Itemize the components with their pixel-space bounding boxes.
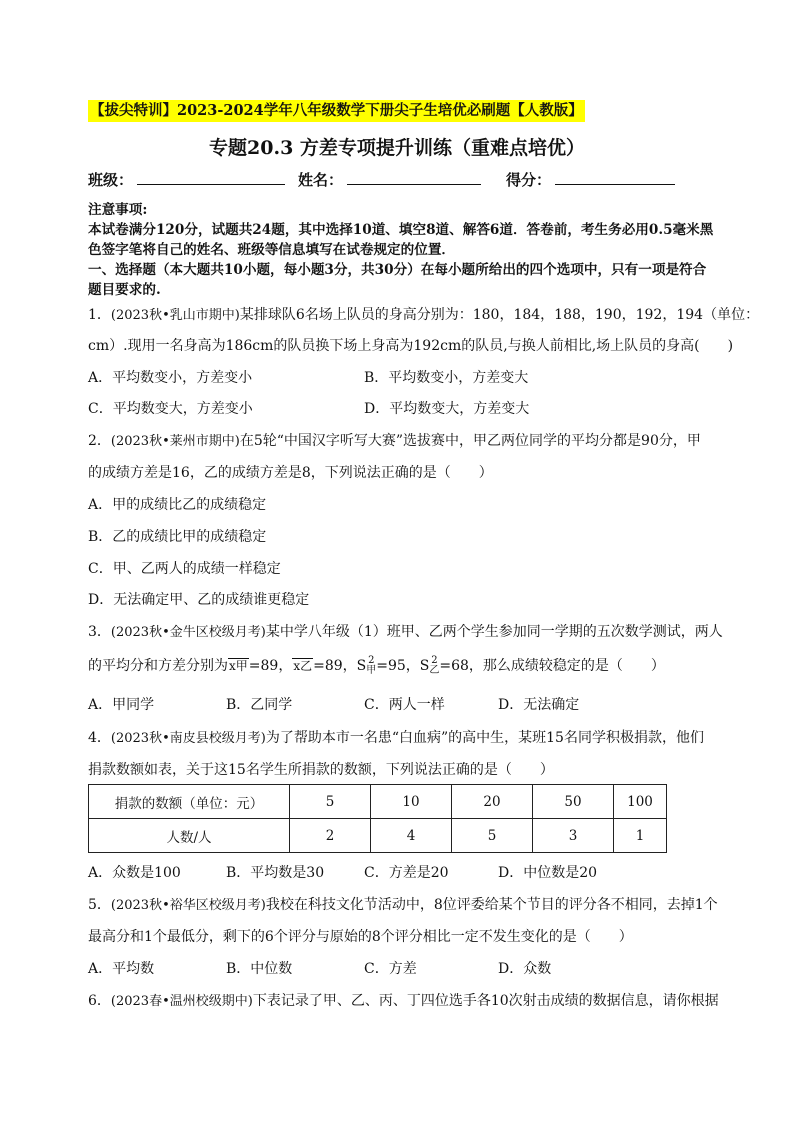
option-b[interactable]: B．平均数变小，方差变大 <box>364 370 529 386</box>
question-text: 的平均分和方差分别为 <box>88 658 228 674</box>
table-cell: 50 <box>533 785 614 819</box>
section-heading: 题目要求的. <box>88 282 161 298</box>
notice-line: 本试卷满分120分，试题共24题，其中选择10道、填空8道、解答6道．答卷前，考生务必用0.5毫米黑 <box>88 222 714 238</box>
section-heading: 一、选择题（本大题共10小题，每小题3分，共30分）在每小题所给出的四个选项中，只有一项是符合 <box>88 262 707 278</box>
option-b[interactable]: B．乙同学 <box>226 697 293 713</box>
table-cell: 1 <box>614 819 667 853</box>
table-cell: 20 <box>452 785 533 819</box>
superscript: 2 <box>368 655 375 666</box>
question-text: 某中学八年级（1）班甲、乙两个学生参加同一学期的五次数学测试，两人 <box>265 624 723 640</box>
donation-table <box>88 784 667 853</box>
table-row <box>89 785 667 819</box>
question-2 <box>88 430 701 450</box>
question-text: 下表记录了甲、乙、丙、丁四位选手各10次射击成绩的数据信息，请你根据 <box>252 993 719 1009</box>
table-cell: 3 <box>533 819 614 853</box>
table-cell: 100 <box>614 785 667 819</box>
value-text: =89， <box>313 658 357 674</box>
question-text: cm）.现用一名身高为186cm的队员换下场上身高为192cm的队员,与换人前相比,场上队员的身高( ) <box>88 338 734 354</box>
option-d[interactable]: D．无法确定甲、乙的成绩谁更稳定 <box>88 592 310 608</box>
option-c[interactable]: C．甲、乙两人的成绩一样稳定 <box>88 561 281 577</box>
question-1 <box>88 304 759 324</box>
superscript: 2 <box>431 655 438 666</box>
option-a[interactable]: A．众数是100 <box>88 865 181 881</box>
question-number: 3． <box>88 624 111 640</box>
option-d[interactable]: D．众数 <box>498 961 552 977</box>
option-b[interactable]: B．乙的成绩比甲的成绩稳定 <box>88 529 267 545</box>
class-field <box>88 168 285 190</box>
table-cell: 5 <box>452 819 533 853</box>
question-3 <box>88 621 723 641</box>
student-info-fields <box>88 168 708 192</box>
options-row <box>88 398 708 420</box>
option-a[interactable]: A．平均数变小，方差变小 <box>88 370 253 386</box>
option-a[interactable]: A．甲的成绩比乙的成绩稳定 <box>88 497 267 513</box>
question-text: 为了帮助本市一名患“白血病”的高中生，某班15名同学积极捐款，他们 <box>265 730 704 746</box>
table-cell: 5 <box>290 785 371 819</box>
notice-line: 色签字笔将自己的姓名、班级等信息填写在试卷规定的位置． <box>88 242 456 258</box>
question-6 <box>88 990 719 1010</box>
variance-yi <box>419 655 440 676</box>
question-number: 4． <box>88 730 111 746</box>
option-c[interactable]: C．方差是20 <box>364 865 449 881</box>
question-text <box>88 655 665 676</box>
table-row <box>89 819 667 853</box>
question-source: (2023秋•乳山市期中) <box>110 308 240 323</box>
option-d[interactable]: D．平均数变大，方差变大 <box>364 401 530 417</box>
value-text: =95， <box>376 658 420 674</box>
score-label: 得分： <box>506 171 552 189</box>
subscript: 甲 <box>366 665 377 676</box>
mean-jia: x甲 <box>229 659 248 673</box>
option-c[interactable]: C．方差 <box>364 961 417 977</box>
variance-jia <box>356 655 377 676</box>
header-banner: 【拔尖特训】2023-2024学年八年级数学下册尖子生培优必刷题【人教版】 <box>88 100 585 122</box>
table-cell: 2 <box>290 819 371 853</box>
option-a[interactable]: A．平均数 <box>88 961 155 977</box>
question-4 <box>88 727 704 747</box>
value-text: =68，那么成绩较稳定的是（ ） <box>439 658 665 674</box>
question-source: (2023秋•裕华区校级月考) <box>110 898 266 913</box>
question-text: 某排球队6名场上队员的身高分别为：180，184，188，190，192，194（单位： <box>239 307 760 323</box>
name-label: 姓名： <box>298 171 344 189</box>
variance-symbol: S <box>419 658 430 674</box>
question-number: 1． <box>88 307 111 323</box>
table-cell: 4 <box>371 819 452 853</box>
question-source: (2023秋•莱州市期中) <box>110 434 240 449</box>
score-blank[interactable] <box>555 168 675 185</box>
variance-symbol: S <box>356 658 367 674</box>
question-text: 的成绩方差是16，乙的成绩方差是8，下列说法正确的是（ ） <box>88 465 493 481</box>
option-b[interactable]: B．中位数 <box>226 961 293 977</box>
question-source: (2023秋•南皮县校级月考) <box>110 731 266 746</box>
option-b[interactable]: B．平均数是30 <box>226 865 325 881</box>
question-source: (2023秋•金牛区校级月考) <box>110 625 266 640</box>
options-row <box>88 367 708 389</box>
options-row <box>88 694 708 716</box>
question-text: 在5轮“中国汉字听写大赛”选拔赛中，甲乙两位同学的平均分都是90分，甲 <box>239 433 701 449</box>
question-number: 2． <box>88 433 111 449</box>
table-header-cell: 捐款的数额（单位：元） <box>89 785 290 819</box>
option-c[interactable]: C．两人一样 <box>364 697 445 713</box>
notice-heading: 注意事项: <box>88 202 148 218</box>
question-5 <box>88 894 718 914</box>
option-a[interactable]: A．甲同学 <box>88 697 155 713</box>
question-source: (2023春•温州校级期中) <box>110 994 253 1009</box>
option-c[interactable]: C．平均数变大，方差变小 <box>88 401 253 417</box>
options-row <box>88 862 708 884</box>
page-title: 专题20.3 方差专项提升训练（重难点培优） <box>209 137 585 159</box>
question-text: 捐款数额如表，关于这15名学生所捐款的数额，下列说法正确的是（ ） <box>88 762 554 778</box>
score-field <box>506 168 675 190</box>
value-text: =89， <box>248 658 293 674</box>
name-field <box>298 168 481 190</box>
class-blank[interactable] <box>137 168 285 185</box>
name-blank[interactable] <box>347 168 481 185</box>
table-cell: 10 <box>371 785 452 819</box>
options-row <box>88 958 708 980</box>
question-number: 5． <box>88 897 111 913</box>
class-label: 班级： <box>88 171 134 189</box>
option-d[interactable]: D．中位数是20 <box>498 865 598 881</box>
question-text: 最高分和1个最低分，剩下的6个评分与原始的8个评分相比一定不发生变化的是（ ） <box>88 929 633 945</box>
mean-yi: x乙 <box>293 659 313 673</box>
question-text: 我校在科技文化节活动中，8位评委给某个节目的评分各不相同，去掉1个 <box>265 897 718 913</box>
question-number: 6． <box>88 993 111 1009</box>
table-header-cell: 人数/人 <box>89 819 290 853</box>
subscript: 乙 <box>429 665 440 676</box>
option-d[interactable]: D．无法确定 <box>498 697 580 713</box>
